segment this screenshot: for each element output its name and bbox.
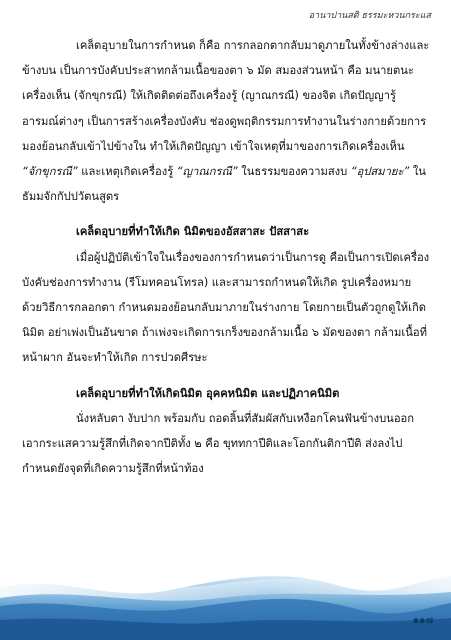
paragraph-1-text-a: เคล็ดอุบายในการกำหนด ก็คือ การกลอกตากลับมาดูภายในทั้งข้างล่างและข้างบน เป็นการบังคับประสาทกล้ามเนื้อของตา ๖ มัด สมองส่วนหน้า คือ มนายตนะ เครื่องเห็น (จักขุกรณี) ให้เกิดติดต่อถึงเครื่องรู้ (ญาณกรณี) ของจิต เกิดปัญญารู้อารมณ์ต่างๆ เป็นการสร้างเครื่องบังคับ ช่องดูพฤติกรรมการทำงานในร่างกายด้วยการมองย้อนกลับเข้าไปข้างใน ทำให้เกิดปัญญา เข้าใจเหตุที่มาของการเกิดเครื่องเห็น: [22, 39, 430, 153]
section-heading-2: เคล็ดอุบายที่ทำให้เกิดนิมิต อุคคหนิมิต และปฏิภาคนิมิต: [76, 386, 340, 400]
quote-upasamaya: “อุปสมายะ”: [350, 165, 410, 179]
quote-jakkhu-karani: “จักขุกรณี”: [22, 165, 78, 179]
page-number: ๑๑๗: [412, 615, 433, 626]
running-header: อานาปานสติ ธรรมะหวนกระแส: [308, 11, 431, 21]
paragraph-1-text-c: ในธรรมของความสงบ: [237, 165, 351, 179]
section-heading-1: เคล็ดอุบายที่ทำให้เกิด นิมิตของอัสสาสะ ปัสสาสะ: [76, 225, 310, 239]
paragraph-1: [22, 33, 430, 209]
water-wave-decoration: [0, 548, 451, 640]
paragraph-1-text-d: ในธัมมจักกัปปวัตนสูตร: [22, 165, 426, 204]
page-body: [22, 33, 430, 481]
quote-yana-karani: “ญาณกรณี”: [176, 165, 238, 179]
paragraph-1-text-b: และเหตุเกิดเครื่องรู้: [77, 165, 177, 179]
paragraph-3: นั่งหลับตา งับปาก พร้อมกับ ถอดลิ้นที่สัมผัสกับเหงือกโคนฟันข้างบนออก เอากระแสความรู้สึกที่เกิดจากปีติทั้ง ๒ คือ ขุททกาปีติและโอกกันติกาปีติ ส่งลงไปกำหนดยังจุดที่เกิดความรู้สึกที่หน้าท้อง: [22, 411, 415, 476]
paragraph-2: เมื่อผู้ปฏิบัติเข้าใจในเรื่องของการกำหนดว่าเป็นการดู คือเป็นการเปิดเครื่องบังคับช่องการทำงาน (รีโมทคอนโทรล) และสามารถกำหนดให้เกิด รูปเครื่องหมาย ด้วยวิธีการกลอกตา กำหนดมองย้อนกลับมาภายในร่างกาย โดยกายเป็นตัวถูกดูให้เกิดนิมิต อย่าเพ่งเป็นอันขาด ถ้าเพ่งจะเกิดการเกร็งของกล้ามเนื้อ ๖ มัดของตา กล้ามเนื้อที่หน้าผาก อันจะทำให้เกิด การปวดศีรษะ: [22, 250, 430, 365]
